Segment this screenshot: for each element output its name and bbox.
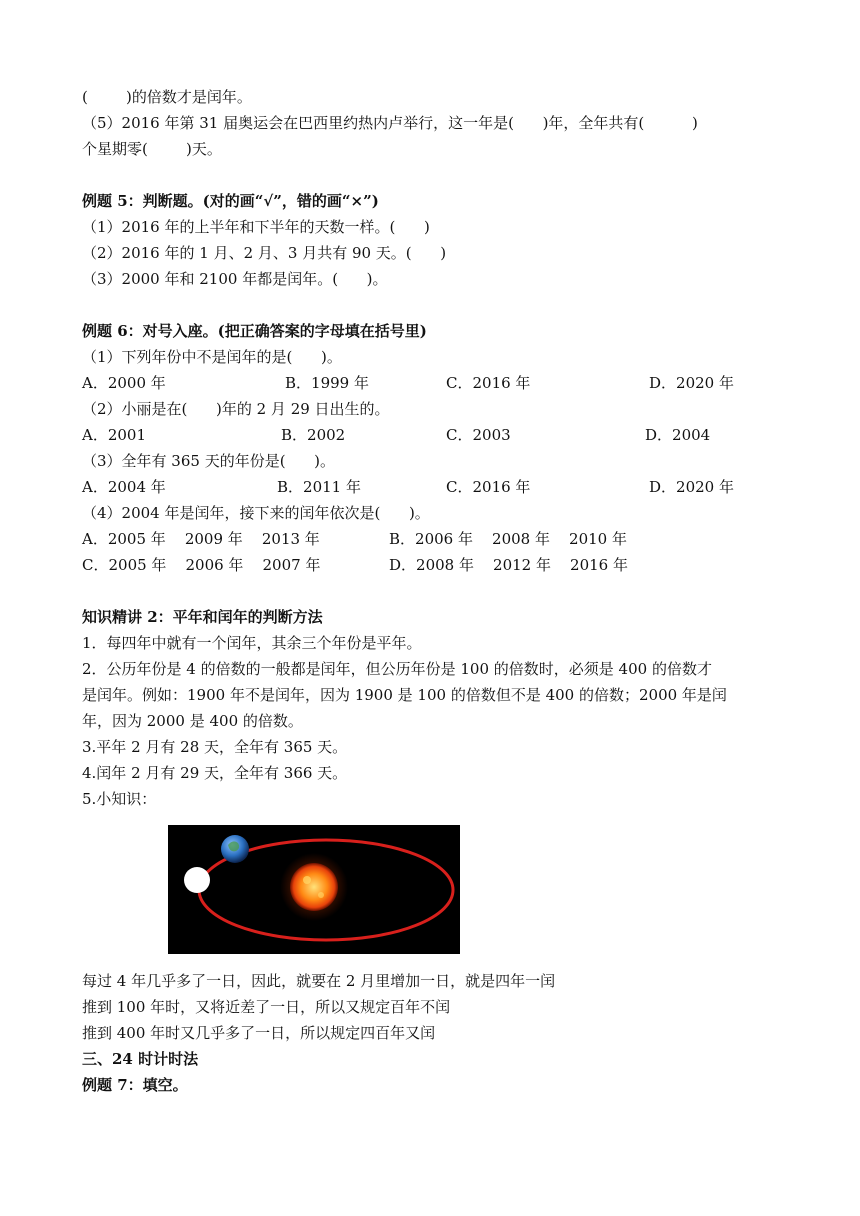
knowledge-point: 5.小知识： <box>82 790 157 808</box>
option-a: A．2005 年 2009 年 2013 年 <box>82 530 320 548</box>
option-c: C．2016 年 <box>446 478 531 496</box>
option-c: C．2005 年 2006 年 2007 年 <box>82 556 321 574</box>
knowledge-point: 3.平年 2 月有 28 天，全年有 365 天。 <box>82 738 348 756</box>
option-b: B．2002 <box>281 426 346 444</box>
knowledge-point: 1．每四年中就有一个闰年，其余三个年份是平年。 <box>82 634 422 652</box>
question-4: （4）2004 年是闰年，接下来的闰年依次是( )。 <box>82 504 430 522</box>
knowledge-point: 年，因为 2000 是 400 的倍数。 <box>82 712 303 730</box>
knowledge-2-heading: 知识精讲 2：平年和闰年的判断方法 <box>82 608 323 626</box>
option-a: A．2004 年 <box>82 478 166 496</box>
example-6-heading: 例题 6：对号入座。(把正确答案的字母填在括号里) <box>82 322 427 340</box>
example-5-item: （1）2016 年的上半年和下半年的天数一样。( ) <box>82 218 430 236</box>
moon-icon <box>184 867 210 893</box>
option-d: D．2008 年 2012 年 2016 年 <box>389 556 628 574</box>
explanation-line: 推到 400 年时又几乎多了一日，所以规定四百年又闰 <box>82 1024 436 1042</box>
example-5-item: （3）2000 年和 2100 年都是闰年。( )。 <box>82 270 388 288</box>
sun-icon <box>290 863 338 911</box>
example-7-heading: 例题 7：填空。 <box>82 1076 188 1094</box>
option-d: D．2020 年 <box>649 478 734 496</box>
text-line: ( )的倍数才是闰年。 <box>82 88 252 106</box>
explanation-line: 推到 100 年时，又将近差了一日，所以又规定百年不闰 <box>82 998 451 1016</box>
example-5-item: （2）2016 年的 1 月、2 月、3 月共有 90 天。( ) <box>82 244 447 262</box>
knowledge-point: 是闰年。例如：1900 年不是闰年，因为 1900 是 100 的倍数但不是 400 的倍数；2000 年是闰 <box>82 686 727 704</box>
question-3: （3）全年有 365 天的年份是( )。 <box>82 452 336 470</box>
option-d: D．2004 <box>645 426 711 444</box>
section-3-heading: 三、24 时计时法 <box>82 1050 199 1068</box>
knowledge-point: 2．公历年份是 4 的倍数的一般都是闰年，但公历年份是 100 的倍数时，必须是 400 的倍数才 <box>82 660 712 678</box>
option-b: B．2011 年 <box>277 478 361 496</box>
question-2: （2）小丽是在( )年的 2 月 29 日出生的。 <box>82 400 390 418</box>
option-b: B．1999 年 <box>285 374 369 392</box>
knowledge-point: 4.闰年 2 月有 29 天，全年有 366 天。 <box>82 764 348 782</box>
text-line: 个星期零( )天。 <box>82 140 222 158</box>
option-c: C．2003 <box>446 426 511 444</box>
earth-orbit-figure <box>168 825 460 954</box>
option-d: D．2020 年 <box>649 374 734 392</box>
option-a: A．2001 <box>82 426 147 444</box>
explanation-line: 每过 4 年几乎多了一日，因此，就要在 2 月里增加一日，就是四年一闰 <box>82 972 556 990</box>
option-a: A．2000 年 <box>82 374 166 392</box>
text-line: （5）2016 年第 31 届奥运会在巴西里约热内卢举行，这一年是( )年，全年共有( ) <box>82 114 698 132</box>
question-1: （1）下列年份中不是闰年的是( )。 <box>82 348 342 366</box>
option-b: B．2006 年 2008 年 2010 年 <box>389 530 627 548</box>
example-5-heading: 例题 5：判断题。(对的画“√”，错的画“×”) <box>82 192 379 210</box>
option-c: C．2016 年 <box>446 374 531 392</box>
